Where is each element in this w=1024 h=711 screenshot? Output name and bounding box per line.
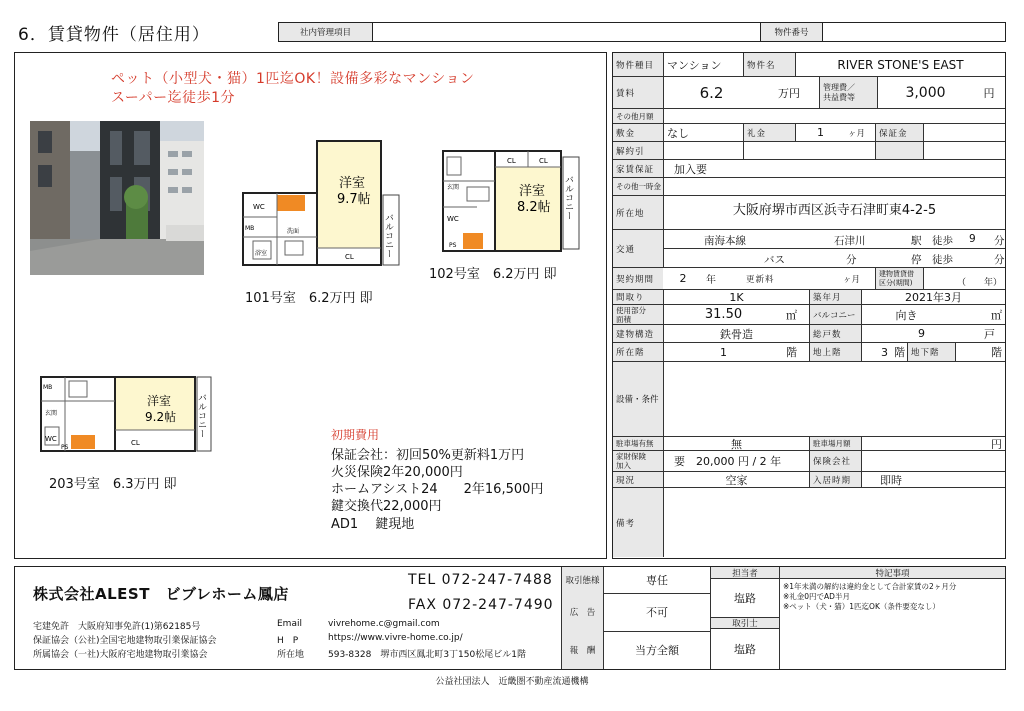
ad-value: 不可 (646, 606, 668, 619)
plan-cl: CL (539, 157, 548, 165)
floor-unit: 階 (786, 346, 797, 359)
staff-value: 塩路 (734, 592, 756, 605)
layout-value: 1K (663, 290, 809, 304)
plan-wc: WC (253, 203, 265, 211)
insurance-value: 要 20,000 円 / 2 年 (663, 451, 809, 471)
floor-plan-102 (437, 147, 607, 265)
row-insurance (613, 450, 1005, 471)
fax-number: FAX 072-247-7490 (408, 597, 554, 613)
insurance-company-label: 保険会社 (809, 451, 861, 471)
note-line: ※礼金0円でAD半月 (783, 592, 850, 601)
plan-balcony: バルコニー (563, 175, 573, 220)
minutes-unit: 分 (994, 235, 1005, 247)
address-value: 大阪府堺市西区浜寺石津町東4-2-5 (663, 196, 1005, 229)
deposit-value: なし (663, 124, 743, 141)
key-money-value: 1 (795, 124, 845, 141)
plan-wc: WC (447, 215, 459, 223)
cancel-extra-value (923, 142, 1005, 159)
plan-wash: 洗面 (287, 228, 300, 235)
org-footer: 公益社団法人 近畿圏不動産流通機構 (435, 677, 589, 687)
guarantee-label: 保証金 (875, 124, 923, 141)
movein-value: 即時 (861, 472, 1005, 487)
contract-label: 契約期間 (613, 268, 663, 289)
minutes-unit-2: 分 (994, 254, 1005, 266)
company-info (15, 567, 562, 669)
movein-label: 入居時期 (809, 472, 861, 487)
row-type (613, 53, 1005, 76)
plan-room-label: 洋室 (519, 184, 546, 199)
renewal-unit: ヶ月 (842, 274, 860, 285)
plan-mb: MB (43, 384, 53, 391)
units-label: 総戸数 (809, 325, 861, 342)
catch-copy: ペット（小型犬・猫）1匹迄OK！設備多彩なマンション (111, 71, 475, 87)
rent-value: 6.2 (663, 77, 759, 108)
row-structure (613, 324, 1005, 342)
plan-room-label: 洋室 (147, 394, 172, 408)
mgmt-label (819, 77, 877, 108)
other-monthly-value (663, 109, 1005, 123)
notes-box (780, 567, 1005, 669)
cancel-extra-label (875, 142, 923, 159)
parking-label: 駐車場有無 (613, 437, 663, 450)
renewal-label: 更新料 (746, 274, 775, 285)
note-line: ※ペット（犬・猫）1匹迄OK（条件要変なし） (783, 602, 940, 611)
company-footer (14, 566, 1006, 670)
cancel-extra (743, 142, 875, 159)
mgmt-label-1: 管理費／ (823, 82, 855, 92)
property-no-value (823, 23, 1005, 41)
deal-value: 専任 (646, 574, 668, 587)
row-deposit (613, 123, 1005, 141)
row-cancel (613, 141, 1005, 159)
plan-bath: 浴室 (255, 250, 268, 257)
fee-value: 当方全額 (635, 644, 679, 657)
bus-label: バス (764, 254, 785, 266)
insurance-label-2: 加入 (616, 461, 631, 470)
remarks-value (663, 488, 1005, 557)
company-name: 株式会社ALEST ビブレホーム鳳店 (33, 585, 289, 603)
row-other-monthly (613, 108, 1005, 123)
traffic-label: 交通 (613, 230, 663, 267)
rent-guarantee-label: 家賃保証 (613, 160, 663, 177)
rent-guarantee-value: 加入要 (663, 160, 1005, 177)
equipment-label: 設備・条件 (613, 362, 663, 436)
email-link[interactable]: vivrehome.c@gmail.com (328, 619, 440, 629)
name-label: 物件名 (743, 53, 795, 76)
other-monthly-label: その他月額 (613, 109, 663, 123)
deal-terms (562, 567, 710, 669)
traffic-value (663, 230, 1005, 267)
bus-minutes-unit: 分 (846, 254, 857, 266)
rent-type-label-2: 区分(期間) (879, 278, 913, 287)
plan-ps: PS (449, 242, 457, 249)
row-address (613, 195, 1005, 229)
plan-caption-203: 203号室 6.3万円 即 (49, 477, 177, 492)
insurance-label-1: 家財保険 (616, 452, 646, 461)
status-value: 空家 (663, 472, 809, 487)
plan-room-size: 9.7帖 (337, 192, 371, 207)
agent-value: 塩路 (734, 643, 756, 656)
address-label: 所在地 (613, 196, 663, 229)
property-no-label: 物件番号 (761, 23, 823, 41)
below-unit: 階 (955, 343, 1005, 361)
guarantee-value (923, 124, 1005, 141)
page-title: 6．賃貸物件（居住用） (18, 25, 210, 45)
row-equipment (613, 361, 1005, 436)
remarks-label: 備考 (613, 488, 663, 557)
key-money-unit: ヶ月 (848, 128, 866, 139)
parking-monthly-unit: 円 (861, 437, 1005, 450)
rent-type-value: （ 年） (923, 268, 1005, 289)
deal-label: 取引態様 (562, 567, 604, 593)
rent-label: 賃料 (613, 77, 663, 108)
initial-cost-line: 保証会社：初回50%更新料1万円 (331, 448, 525, 463)
row-parking (613, 436, 1005, 450)
above-value: 3 (861, 343, 891, 361)
plan-entrance: 玄関 (45, 410, 58, 417)
structure-label: 建物構造 (613, 325, 663, 342)
row-contract (613, 267, 1005, 289)
plan-balcony: バルコニー (383, 213, 393, 258)
internal-value (373, 23, 761, 41)
addr-label: 所在地 (277, 650, 305, 660)
row-rent (613, 76, 1005, 108)
initial-cost-line: 鍵交換代22,000円 (331, 499, 442, 514)
rent-type-label (875, 268, 923, 289)
addr-text: 593-8328 堺市西区鳳北町3丁150松尾ビル1階 (328, 650, 526, 660)
floor-value: 1 (663, 343, 783, 361)
initial-cost-line: AD1 鍵現地 (331, 517, 415, 532)
area-label-2: 面積 (616, 314, 631, 324)
insurance-company-value (861, 451, 1005, 471)
email-label: Email (277, 619, 302, 629)
license-text: 宅建免許 大阪府知事免許(1)第62185号 (33, 622, 201, 632)
status-label: 現況 (613, 472, 663, 487)
agent-label: 取引士 (711, 617, 779, 629)
walk-label: 徒歩 (932, 235, 953, 247)
hp-label: H P (277, 636, 299, 646)
above-unit: 階 (894, 346, 905, 359)
row-rent-guarantee (613, 159, 1005, 177)
plan-room-size: 9.2帖 (145, 410, 177, 424)
assoc-text: 所属協会（一社)大阪府宅地建物取引業協会 (33, 650, 208, 660)
area-label (613, 305, 663, 324)
plan-mb: MB (245, 225, 255, 232)
property-panel (14, 52, 607, 559)
station-name: 石津川 (834, 235, 866, 247)
parking-value: 無 (663, 437, 809, 450)
plan-entrance: 玄関 (447, 184, 460, 191)
staff-label: 担当者 (711, 567, 779, 579)
cancel-label: 解約引 (613, 142, 663, 159)
built-label: 築年月 (809, 290, 861, 304)
floor-plan-101 (225, 137, 405, 273)
walk-minutes: 9 (969, 233, 976, 245)
name-value: RIVER STONE'S EAST (795, 53, 1005, 76)
row-area (613, 304, 1005, 324)
fee-label: 報 酬 (562, 631, 604, 669)
above-label: 地上階 (809, 343, 861, 361)
stop-label: 停 (911, 254, 922, 266)
other-onetime-label: その他一時金 (613, 178, 663, 195)
catch-copy-sub: スーパー迄徒歩1分 (111, 90, 236, 106)
tel-number[interactable]: TEL 072-247-7488 (408, 572, 553, 588)
building-photo (30, 121, 204, 275)
insurance-label (613, 451, 663, 471)
walk-label-2: 徒歩 (932, 254, 953, 266)
initial-cost-title: 初期費用 (331, 428, 380, 442)
parking-monthly-label: 駐車場月額 (809, 437, 861, 450)
rent-unit: 万円 (778, 86, 800, 100)
note-line: ※1年未満の解約は違約金として合計家賃の2ヶ月分 (783, 582, 957, 591)
hp-link[interactable]: https://www.vivre-home.co.jp/ (328, 633, 463, 643)
plan-caption-102: 102号室 6.2万円 即 (429, 267, 557, 282)
plan-wc: WC (45, 435, 57, 443)
type-value: マンション (663, 53, 743, 76)
area-unit: ㎡ (786, 308, 797, 322)
internal-label: 社内管理項目 (279, 23, 373, 41)
plan-caption-101: 101号室 6.2万円 即 (245, 291, 373, 306)
year-unit: 年 (706, 275, 716, 286)
other-onetime-value (663, 178, 1005, 195)
plan-ps: PS (61, 444, 69, 451)
area-label-1: 使用部分 (616, 305, 646, 315)
plan-cl: CL (131, 439, 140, 447)
mgmt-value: 3,000 (877, 77, 973, 108)
row-traffic (613, 229, 1005, 267)
ad-label: 広 告 (562, 593, 604, 631)
plan-cl: CL (345, 253, 354, 261)
structure-value: 鉄骨造 (663, 325, 809, 342)
staff-box (710, 567, 780, 669)
layout-label: 間取り (613, 290, 663, 304)
plan-cl: CL (507, 157, 516, 165)
key-money-label: 礼金 (743, 124, 795, 141)
balcony-direction: 向き (861, 305, 951, 324)
built-value: 2021年3月 (861, 290, 1005, 304)
mgmt-unit: 円 (983, 86, 995, 100)
row-layout (613, 289, 1005, 304)
type-label: 物件種目 (613, 53, 663, 76)
row-status (613, 471, 1005, 487)
plan-balcony: バルコニー (196, 393, 206, 438)
header-table (278, 22, 1006, 42)
plan-room-label: 洋室 (339, 176, 366, 191)
row-remarks (613, 487, 1005, 557)
floor-plan-203 (35, 373, 215, 455)
units-value: 9 (861, 325, 981, 342)
units-unit: 戸 (984, 327, 995, 341)
row-floor (613, 342, 1005, 361)
below-label: 地下階 (907, 343, 955, 361)
plan-room-size: 8.2帖 (517, 200, 551, 215)
deposit-label: 敷金 (613, 124, 663, 141)
notes-label: 特記事項 (780, 567, 1005, 579)
station-suffix: 駅 (911, 235, 922, 247)
contract-years: 2 (679, 272, 687, 285)
guarantee-assoc-text: 保証協会（公社)全国宅地建物取引業保証協会 (33, 636, 217, 646)
line-name: 南海本線 (704, 235, 746, 247)
balcony-unit: ㎡ (991, 308, 1002, 322)
area-value: 31.50 (663, 305, 783, 324)
floor-label: 所在階 (613, 343, 663, 361)
row-other-onetime (613, 177, 1005, 195)
rent-type-label-1: 建物賃貸借 (879, 269, 914, 278)
spec-table (612, 52, 1006, 559)
balcony-label: バルコニー (809, 305, 861, 324)
cancel-value (663, 142, 743, 159)
equipment-value (663, 362, 1005, 436)
initial-cost-line: ホームアシスト24 2年16,500円 (331, 482, 544, 497)
mgmt-label-2: 共益費等 (823, 92, 855, 102)
initial-cost-line: 火災保険2年20,000円 (331, 465, 463, 480)
